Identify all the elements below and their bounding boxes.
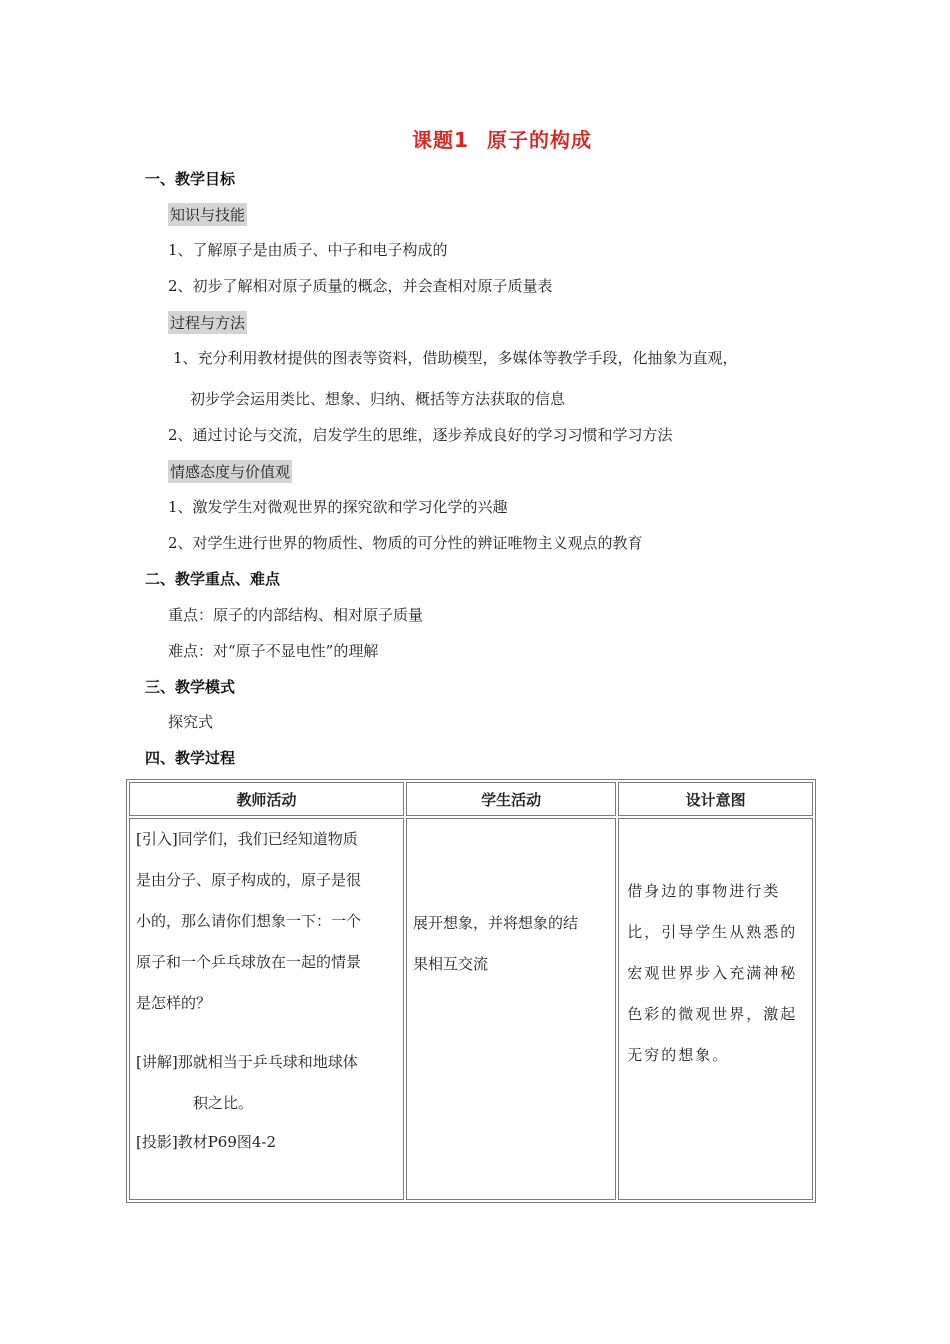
design-intent-line: 比，引导学生从熟悉的	[627, 923, 798, 941]
design-intent-cell	[618, 818, 813, 1200]
section-heading-process: 四、教学过程	[145, 749, 236, 767]
student-activity-line: 展开想象，并将想象的结	[413, 914, 579, 932]
teacher-explain-line-2: 积之比。	[193, 1094, 254, 1112]
section-heading-objectives: 一、教学目标	[145, 170, 236, 188]
teacher-projection: [投影]教材P69图4-2	[136, 1133, 277, 1151]
teacher-intro-line: 是由分子、原子构成的，原子是很	[136, 871, 362, 889]
process-item-1-line-2: 初步学会运用类比、想象、归纳、概括等方法获取的信息	[190, 390, 566, 408]
difficult-point: 难点：对“原子不显电性”的理解	[168, 642, 379, 660]
header-student-activity: 学生活动	[406, 782, 616, 816]
teacher-activity-cell	[129, 818, 404, 1200]
header-teacher-activity: 教师活动	[129, 782, 404, 816]
section-heading-key-points: 二、教学重点、难点	[145, 570, 281, 588]
emotion-item-2: 2、对学生进行世界的物质性、物质的可分性的辨证唯物主义观点的教育	[168, 534, 643, 552]
key-point: 重点：原子的内部结构、相对原子质量	[168, 606, 424, 624]
title-lesson-number: 课题1	[412, 128, 469, 152]
section-heading-mode: 三、教学模式	[145, 678, 236, 696]
teacher-explain-line-1: [讲解]那就相当于乒乓球和地球体	[136, 1053, 358, 1071]
design-intent-line: 宏观世界步入充满神秘	[627, 964, 798, 982]
knowledge-item-2: 2、初步了解相对原子质量的概念，并会查相对原子质量表	[168, 277, 553, 295]
teaching-process-table	[126, 779, 816, 1203]
process-item-1-line-1: 1、充分利用教材提供的图表等资料，借助模型，多媒体等教学手段，化抽象为直观，	[173, 349, 738, 367]
page-title	[0, 124, 950, 153]
process-item-2: 2、通过讨论与交流，启发学生的思维，逐步养成良好的学习习惯和学习方法	[168, 426, 673, 444]
table-header-row	[129, 782, 813, 816]
emotion-item-1: 1、激发学生对微观世界的探究欲和学习化学的兴趣	[168, 498, 508, 516]
teacher-intro-line: 是怎样的？	[136, 994, 212, 1012]
subheading-knowledge: 知识与技能	[168, 203, 247, 226]
teacher-intro-line: [引入]同学们，我们已经知道物质	[136, 830, 358, 848]
design-intent-line: 色彩的微观世界，激起	[627, 1005, 798, 1023]
design-intent-line: 借身边的事物进行类	[627, 882, 781, 900]
header-design-intent: 设计意图	[618, 782, 813, 816]
teaching-mode: 探究式	[168, 713, 214, 731]
student-activity-cell	[406, 818, 616, 1200]
knowledge-item-1: 1、了解原子是由质子、中子和电子构成的	[168, 241, 448, 259]
design-intent-line: 无穷的想象。	[627, 1046, 730, 1064]
title-topic: 原子的构成	[486, 128, 592, 152]
subheading-process: 过程与方法	[168, 311, 247, 334]
teacher-intro-line: 原子和一个乒乓球放在一起的情景	[136, 953, 362, 971]
teacher-intro-line: 小的，那么请你们想象一下：一个	[136, 912, 362, 930]
table-row	[129, 818, 813, 1200]
subheading-emotion: 情感态度与价值观	[168, 460, 292, 483]
student-activity-line: 果相互交流	[413, 955, 489, 973]
